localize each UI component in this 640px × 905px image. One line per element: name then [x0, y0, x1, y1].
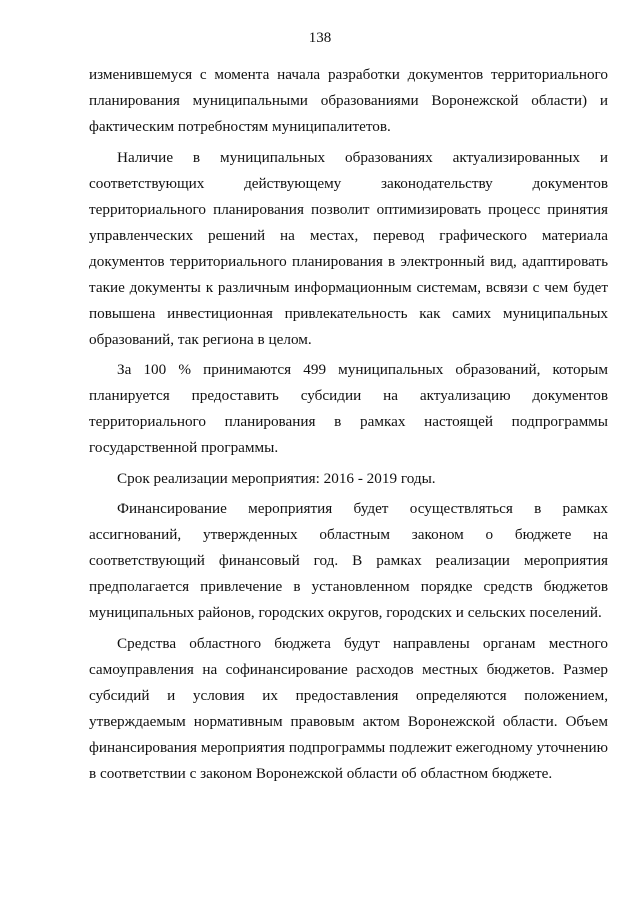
paragraph-territorial-planning-documents: Наличие в муниципальных образованиях актуализированных и соответствующих действующему законодательству документов территориального планирования позволит оптимизировать процесс принятия управленческих решений на местах, перевод графического материала документов территориального планирования в электронный вид, адаптировать такие документы к различным информационным системам, всвязи с чем будет повышена инвестиционная привлекательность как самих муниципальных образований, так региона в целом.: [89, 148, 608, 348]
paragraph-continuation: изменившемуся с момента начала разработки документов территориального планирования муниципальными образованиями Воронежской области) и фактическим потребностям муниципалитетов.: [89, 66, 608, 135]
paragraph-implementation-period: Срок реализации мероприятия: 2016 - 2019 годы.: [117, 469, 436, 487]
page-number: 138: [308, 30, 332, 46]
page-body: [89, 62, 608, 791]
paragraph-financing: Финансирование мероприятия будет осуществляться в рамках ассигнований, утвержденных областным законом о бюджете на соответствующий финансовый год. В рамках реализации мероприятия предполагается привлечение в установленном порядке средств бюджетов муниципальных районов, городских округов, городских и сельских поселений.: [89, 500, 608, 621]
paragraph-municipal-formations-count: За 100 % принимаются 499 муниципальных образований, которым планируется предоставить субсидии на актуализацию документов территориального планирования в рамках настоящей подпрограммы государственной программы.: [89, 361, 608, 456]
paragraph-regional-budget-funds: Средства областного бюджета будут направлены органам местного самоуправления на софинансирование расходов местных бюджетов. Размер субсидий и условия их предоставления определяются положением, утверждаемым нормативным правовым актом Воронежской области. Объем финансирования мероприятия подпрограммы подлежит ежегодному уточнению в соответствии с законом Воронежской области об областном бюджете.: [89, 634, 608, 782]
